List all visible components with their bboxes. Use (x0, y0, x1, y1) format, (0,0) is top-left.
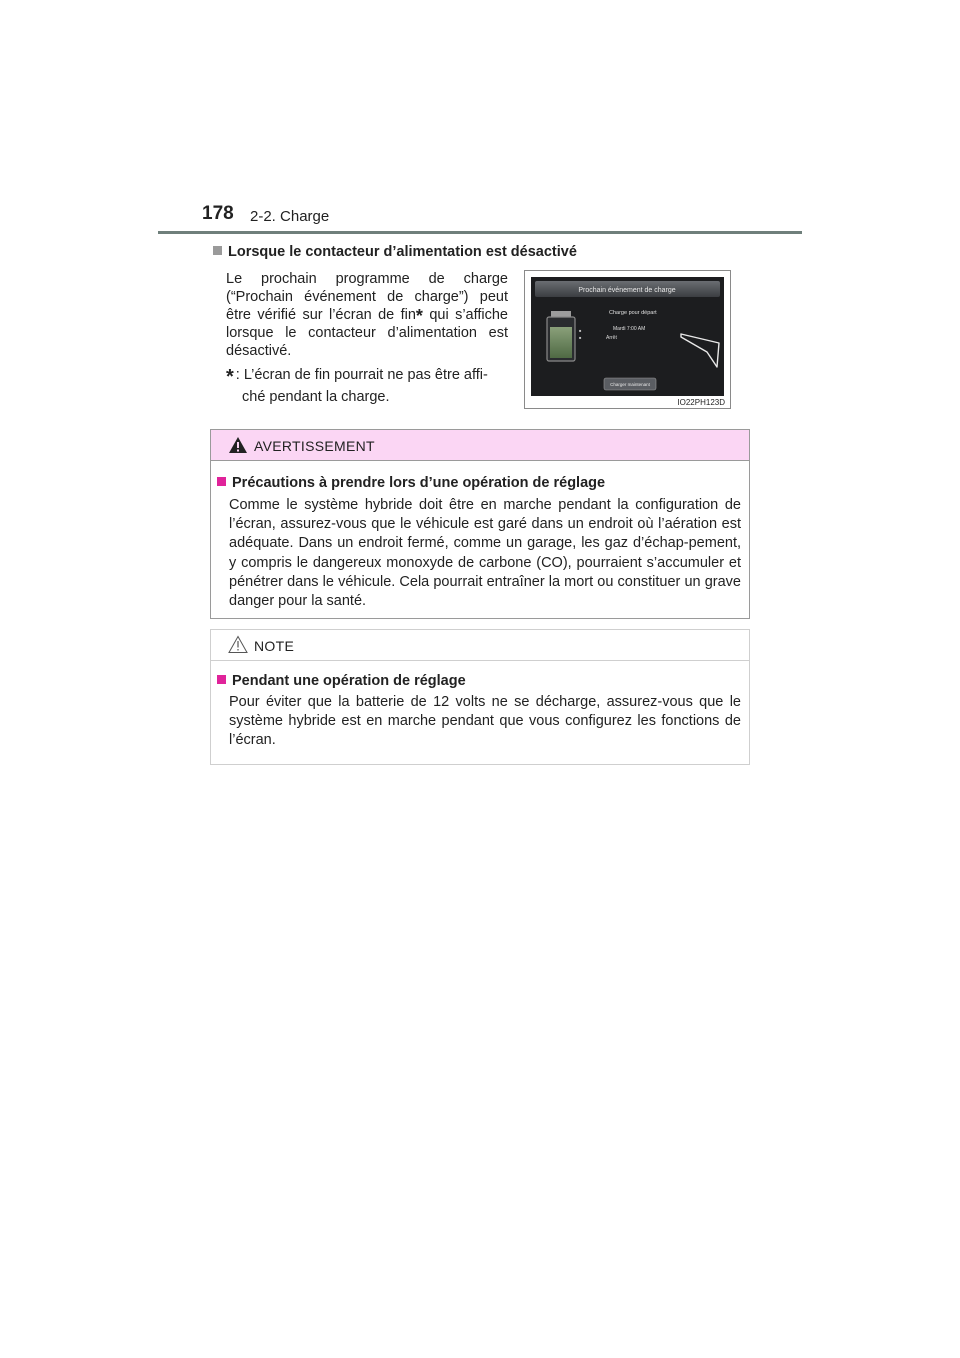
warning-square-icon (217, 477, 226, 486)
subsection-heading (213, 244, 577, 260)
intro-paragraph (226, 270, 508, 360)
battery-cap-icon (551, 311, 571, 317)
intro-text-2: qui s’affiche lorsque le contacteur d’alimentation est désactivé. (226, 307, 508, 359)
note-subhead-text: Pendant une opération de réglage (232, 673, 466, 689)
note-title: NOTE (254, 638, 295, 654)
asterisk-mark: * (415, 306, 423, 326)
screen-row-2: Arrêt (606, 335, 617, 341)
footnote (226, 365, 508, 407)
note-header (211, 630, 749, 661)
screen-button-text: Charger maintenant (610, 382, 650, 387)
figure-code: IO22PH123D (677, 398, 725, 407)
screen-charge-label: Charge pour départ (609, 310, 657, 316)
warning-header (211, 430, 749, 461)
svg-text:■: ■ (579, 328, 582, 333)
footnote-line-1: : L’écran de fin pourrait ne pas être affi- (235, 367, 488, 383)
svg-text:■: ■ (579, 335, 582, 340)
warning-subheading (217, 475, 605, 491)
warning-triangle-icon (228, 436, 248, 454)
footnote-line-2: ché pendant la charge. (242, 389, 390, 405)
warning-box (210, 429, 750, 619)
screen-title-text: Prochain événement de charge (578, 287, 676, 294)
screen-time-label: Mardi 7:00 AM (613, 326, 646, 332)
subsection-title: Lorsque le contacteur d’alimentation est désactivé (228, 244, 577, 260)
footnote-asterisk: * (226, 366, 234, 388)
end-screen-figure (524, 270, 731, 409)
end-screen-image (531, 277, 724, 396)
note-box (210, 629, 750, 765)
note-subheading (217, 673, 466, 689)
warning-title: AVERTISSEMENT (254, 438, 375, 454)
note-body: Pour éviter que la batterie de 12 volts ne se décharge, assurez-vous que le système hybride est en marche pendant que vous configurez les fonctions de l’écran. (229, 694, 741, 749)
heading-square-icon (213, 246, 222, 255)
section-title: 2-2. Charge (250, 208, 330, 225)
warning-body: Comme le système hybride doit être en marche pendant la configuration de l’écran, assurez-vous que le véhicule est garé dans un endroit où l’aération est adéquate. Dans un endroit fermé, comme un garage, les gaz d’échap-pement, y compris le dangereux monoxyde de carbone (CO), pourraient s’accumuler et pénétrer dans le véhicule. Cela pourrait entraîner la mort ou constituer un grave danger pour la santé. (229, 497, 741, 610)
note-square-icon (217, 675, 226, 684)
note-triangle-icon (228, 635, 248, 654)
end-screen-illustration (531, 277, 724, 396)
warning-subhead-text: Précautions à prendre lors d’une opération de réglage (232, 475, 606, 491)
page-number: 178 (202, 203, 234, 224)
header-rule (158, 231, 802, 234)
intro-text-1: Le prochain programme de charge (“Prochain événement de charge”) peut être vérifié sur l’écran de fin (226, 271, 508, 323)
